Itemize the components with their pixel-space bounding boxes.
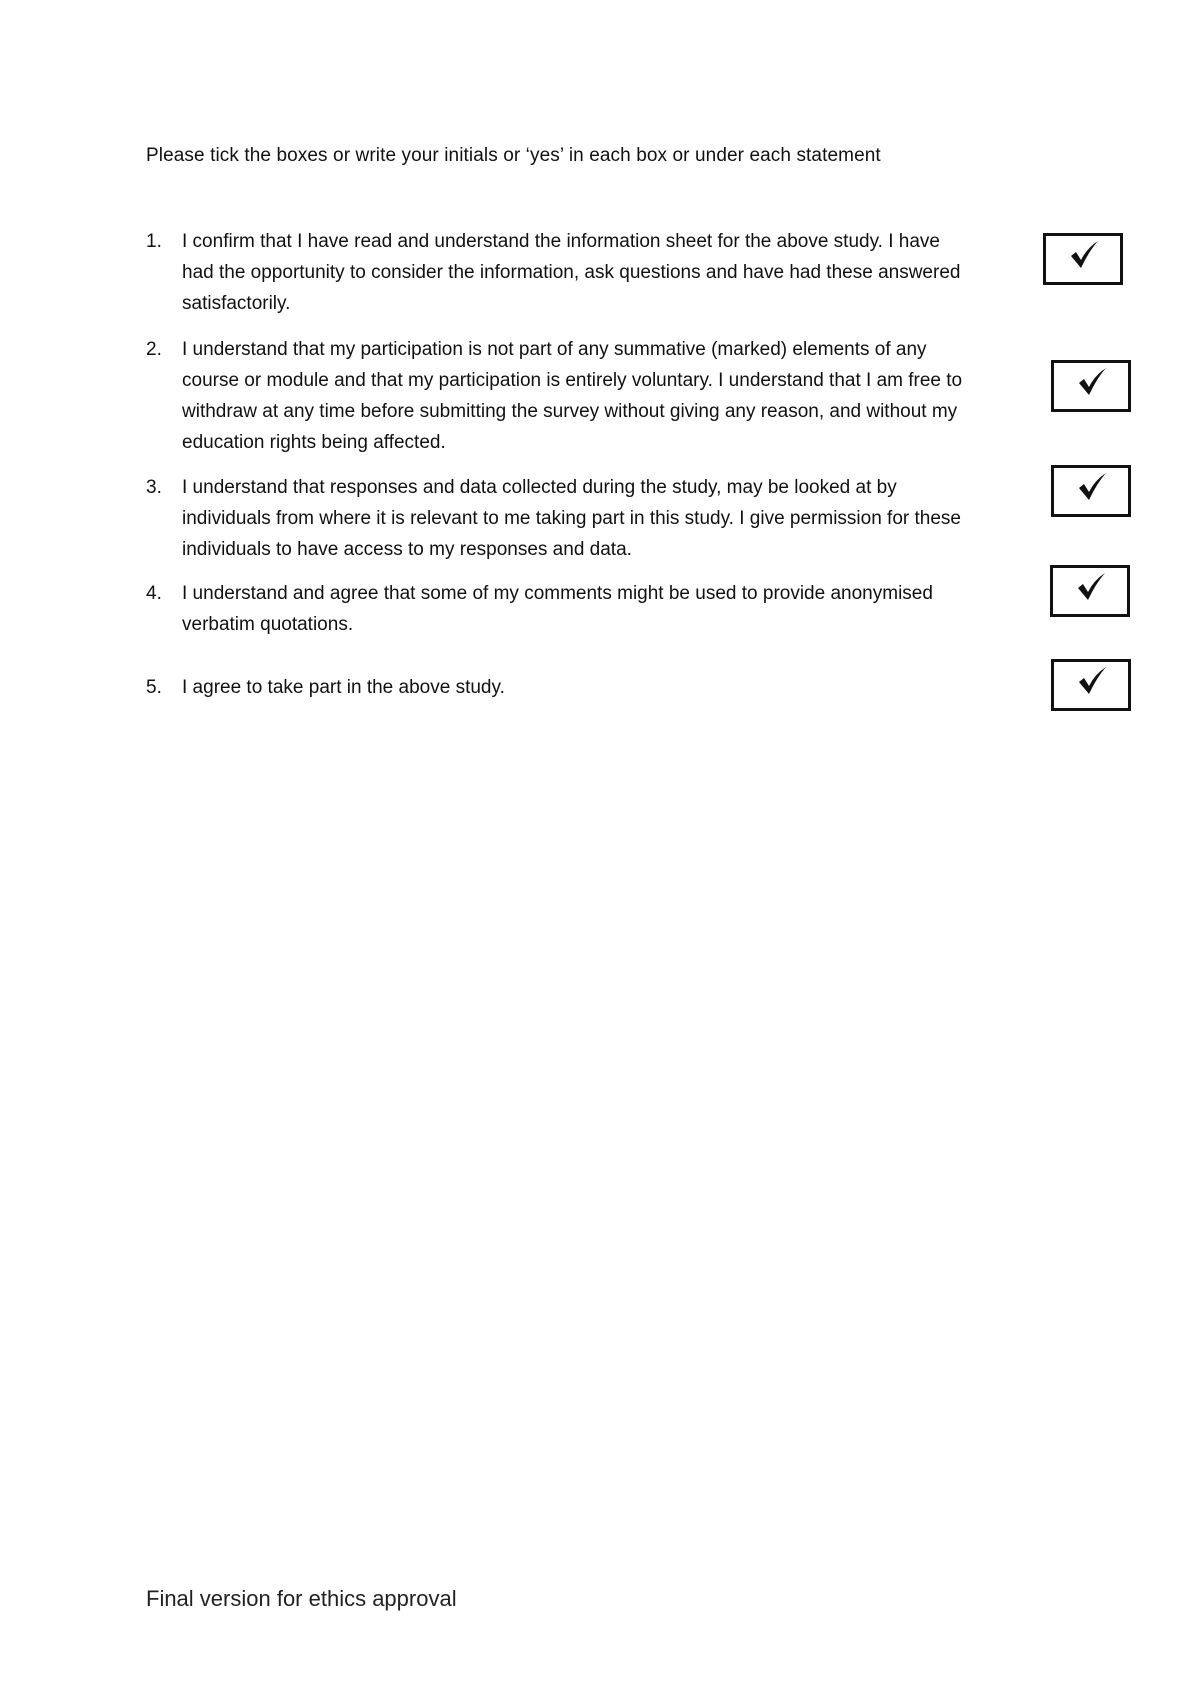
statement-text: I agree to take part in the above study. (182, 677, 505, 698)
checkmark-icon (1074, 570, 1108, 604)
statement-text: I confirm that I have read and understand the information sheet for the above study. I have had the opportunity to consider the information, ask questions and have had these answered satisfactorily. (182, 231, 961, 314)
checkmark-icon (1075, 365, 1109, 399)
checkmark-icon (1067, 238, 1101, 272)
statement-5-checkbox[interactable] (1051, 659, 1131, 711)
footer-text: Final version for ethics approval (146, 1586, 457, 1611)
statement-number: 4. (146, 583, 162, 604)
statement-number: 3. (146, 477, 162, 498)
statement-number: 2. (146, 339, 162, 360)
instruction-text: Please tick the boxes or write your initials or ‘yes’ in each box or under each statement (146, 145, 881, 166)
statement-text: I understand and agree that some of my comments might be used to provide anonymised verbatim quotations. (182, 583, 933, 635)
statement-4 (146, 578, 1006, 640)
statement-4-checkbox[interactable] (1050, 565, 1130, 617)
checkmark-icon (1075, 664, 1109, 698)
statement-number: 1. (146, 231, 162, 252)
statement-1 (146, 226, 1006, 319)
statement-3 (146, 472, 1006, 565)
statement-number: 5. (146, 677, 162, 698)
statement-5 (146, 672, 1006, 703)
checkmark-icon (1075, 470, 1109, 504)
statement-2 (146, 334, 1006, 458)
statement-text: I understand that responses and data collected during the study, may be looked at by individuals from where it is relevant to me taking part in this study. I give permission for these individuals to have access to my responses and data. (182, 477, 961, 560)
statement-2-checkbox[interactable] (1051, 360, 1131, 412)
statement-text: I understand that my participation is not part of any summative (marked) elements of any course or module and that my participation is entirely voluntary. I understand that I am free to withdraw at any time before submitting the survey without giving any reason, and without my education rights being affected. (182, 339, 963, 453)
statement-3-checkbox[interactable] (1051, 465, 1131, 517)
statement-1-checkbox[interactable] (1043, 233, 1123, 285)
